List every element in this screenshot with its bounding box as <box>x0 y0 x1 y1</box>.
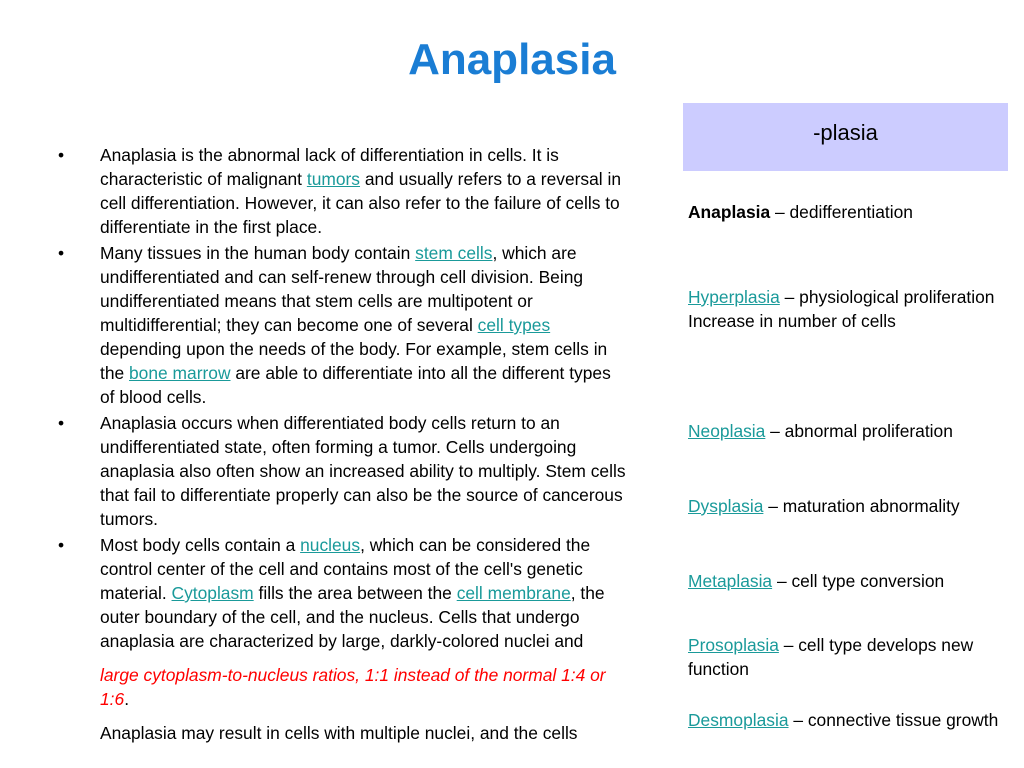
term-name: Anaplasia <box>688 202 771 222</box>
bullet-dot: • <box>58 535 65 555</box>
term-link-prosoplasia[interactable]: Prosoplasia <box>688 635 779 655</box>
bullet-text: and usually refers to a reversal in cell differentiation. However, it can also refer to the failure of cells to differentiate in the first place. <box>100 169 622 237</box>
bullet-item <box>58 533 628 653</box>
term-desc: – abnormal proliferation <box>765 421 953 441</box>
red-note <box>58 663 628 711</box>
term-link-neoplasia[interactable]: Neoplasia <box>688 421 766 441</box>
term-desc: – cell type develops new function <box>688 635 974 679</box>
link-cell-membrane[interactable]: cell membrane <box>456 583 571 603</box>
link-nucleus[interactable]: nucleus <box>300 535 361 555</box>
term-desc: – connective tissue growth <box>788 710 999 730</box>
term-anaplasia <box>688 200 1004 224</box>
sidebar-header-text: -plasia <box>813 120 878 145</box>
bullet-text: Many tissues in the human body contain <box>100 243 416 263</box>
term-metaplasia <box>688 569 1004 593</box>
bullet-text: fills the area between the <box>253 583 457 603</box>
bullet-item <box>58 411 628 531</box>
sidebar-header <box>683 103 1008 171</box>
bullet-text: Most body cells contain a <box>100 535 301 555</box>
link-cytoplasm[interactable]: Cytoplasm <box>171 583 254 603</box>
bullet-item <box>58 241 628 409</box>
bullet-text: Anaplasia occurs when differentiated body cells return to an undifferentiated state, often forming a tumor. Cells undergoing anaplasia also often show an increased ability to multiply. Stem cells that fail to differentiate properly can also be the source of cancerous tumors. <box>100 413 626 529</box>
red-note-end: . <box>124 689 130 709</box>
bullet-list <box>58 143 628 747</box>
slide-title: Anaplasia <box>408 35 616 84</box>
bullet-text: are able to differentiate into all the different types of blood cells. <box>100 363 611 407</box>
red-note-text: large cytoplasm-to-nucleus ratios, 1:1 instead of the normal 1:4 or 1:6 <box>100 665 606 709</box>
term-desmoplasia <box>688 708 1004 732</box>
link-bone-marrow[interactable]: bone marrow <box>129 363 231 383</box>
last-paragraph <box>58 721 628 745</box>
term-desc: – physiological proliferation Increase in number of cells <box>688 287 995 331</box>
term-neoplasia <box>688 419 1004 443</box>
term-link-metaplasia[interactable]: Metaplasia <box>688 571 773 591</box>
bullet-text: , the outer boundary of the cell, and the nucleus. Cells that undergo anaplasia are characterized by large, darkly-colored nuclei and <box>100 583 605 651</box>
bullet-text: depending upon the needs of the body. For example, stem cells in the <box>100 339 608 383</box>
bullet-text: , which can be considered the control center of the cell and contains most of the cell's genetic material. <box>100 535 591 603</box>
term-desc: – cell type conversion <box>772 571 945 591</box>
bullet-text: Anaplasia is the abnormal lack of differentiation in cells. It is characteristic of malignant <box>100 145 559 189</box>
link-stem-cells[interactable]: stem cells <box>415 243 493 263</box>
link-tumors[interactable]: tumors <box>306 169 361 189</box>
term-link-desmoplasia[interactable]: Desmoplasia <box>688 710 789 730</box>
term-dysplasia <box>688 494 1004 518</box>
term-link-hyperplasia[interactable]: Hyperplasia <box>688 287 780 307</box>
bullet-dot: • <box>58 243 65 263</box>
term-desc: – maturation abnormality <box>763 496 960 516</box>
link-cell-types[interactable]: cell types <box>477 315 551 335</box>
bullet-item <box>58 143 628 239</box>
bullet-dot: • <box>58 145 65 165</box>
term-prosoplasia <box>688 633 1004 681</box>
term-desc: – dedifferentiation <box>770 202 913 222</box>
term-hyperplasia <box>688 285 1004 333</box>
bullet-text: , which are undifferentiated and can self-renew through cell division. Being undifferentiated means that stem cells are multipotent or multidifferential; they can become one of several <box>100 243 584 335</box>
bullet-dot: • <box>58 413 65 433</box>
term-link-dysplasia[interactable]: Dysplasia <box>688 496 764 516</box>
last-paragraph-text: Anaplasia may result in cells with multiple nuclei, and the cells <box>100 723 578 743</box>
